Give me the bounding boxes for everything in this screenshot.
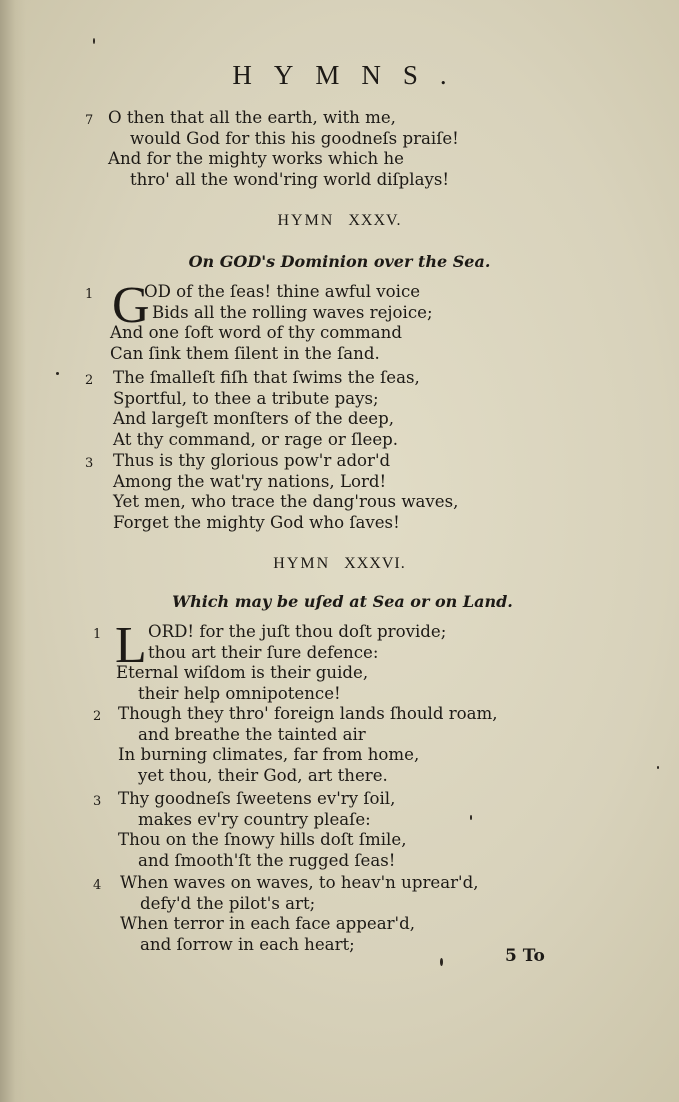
verse-line: thou art their ſure defence: (148, 642, 379, 662)
verse-line: The ſmalleſt fiſh that ſwims the ſeas, (113, 368, 420, 387)
verse-line: their help omnipotence! (138, 683, 341, 703)
ink-speck (470, 815, 472, 820)
hymn-35-verse-3 (85, 451, 459, 533)
verse-line: would God for this his goodneſs praiſe! (130, 128, 459, 148)
verse-line: And one ſoft word of thy command (110, 323, 402, 343)
verse-line: ORD! for the juſt thou doſt provide; (148, 622, 447, 641)
verse-number: 2 (93, 709, 102, 724)
verse-line: and ſmooth'ſt the rugged ſeas! (138, 850, 396, 870)
verse-number: 7 (85, 113, 94, 128)
verse-line: Forget the mighty God who ſaves! (113, 512, 400, 532)
hymn-36-title (0, 555, 679, 573)
hymn-35-subtitle: On GOD's Dominion over the Sea. (188, 252, 491, 271)
verse-line: O then that all the earth, with me, (108, 108, 396, 127)
verse-line: At thy command, or rage or ſleep. (113, 429, 399, 449)
verse-line: Eternal wiſdom is their guide, (116, 663, 369, 683)
verse-number: 2 (85, 373, 94, 388)
hymn-36-subtitle: Which may be uſed at Sea or on Land. (172, 592, 513, 611)
verse-line: thro' all the wond'ring world diſplays! (130, 169, 450, 189)
verse-number: 3 (85, 456, 94, 471)
verse-line: and breathe the tainted air (138, 724, 366, 744)
running-head: HYMNS. (232, 60, 469, 90)
ink-speck (93, 38, 95, 44)
verse-line: OD of the ſeas! thine awful voice (144, 282, 421, 301)
hymn-36-verse-1 (93, 617, 447, 704)
hymn-36-verse-3 (93, 789, 407, 871)
hymn-35-verse-1 (85, 277, 433, 364)
hymn-numeral: XXXVI. (344, 555, 406, 572)
verse-line: Thy goodneſs ſweetens ev'ry ſoil, (118, 789, 396, 808)
ink-speck (440, 958, 443, 966)
catchword: 5 To (505, 946, 545, 966)
verse-line: And for the mighty works which he (108, 149, 404, 169)
verse-number: 1 (85, 287, 94, 302)
verse-line: When waves on waves, to heav'n uprear'd, (120, 873, 479, 892)
ink-speck (56, 372, 59, 375)
verse-line: Bids all the rolling waves rejoice; (152, 302, 433, 322)
verse-line: Yet men, who trace the dang'rous waves, (113, 492, 459, 512)
hymn-heading: HYMN (277, 212, 335, 229)
verse-line: Sportful, to thee a tribute pays; (113, 388, 379, 408)
verse-line: Thou on the ſnowy hills doſt ſmile, (118, 830, 407, 850)
verse-line: When terror in each face appear'd, (120, 914, 415, 934)
verse-line: makes ev'ry country pleaſe: (138, 809, 371, 829)
hymn-36-verse-2 (93, 704, 498, 786)
ink-speck (657, 766, 659, 769)
verse-line: Though they thro' foreign lands ſhould roam, (118, 704, 498, 723)
verse-line: Can ſink them ſilent in the ſand. (110, 343, 380, 363)
verse-7 (85, 108, 459, 190)
drop-cap: L (115, 617, 147, 674)
verse-line: Among the wat'ry nations, Lord! (113, 471, 387, 491)
hymn-35-verse-2 (85, 368, 420, 450)
hymn-numeral: XXXV. (348, 212, 402, 229)
verse-line: And largeſt monſters of the deep, (113, 409, 395, 429)
verse-number: 1 (93, 627, 102, 642)
page-gutter-shadow (0, 0, 26, 1102)
verse-line: defy'd the pilot's art; (140, 893, 316, 913)
verse-number: 4 (93, 878, 102, 893)
drop-cap: G (112, 277, 150, 334)
verse-number: 3 (93, 794, 102, 809)
verse-line: and ſorrow in each heart; (140, 934, 355, 954)
hymn-36-verse-4 (93, 873, 479, 955)
verse-line: In burning climates, far from home, (118, 745, 420, 765)
hymn-35-title (0, 212, 679, 230)
hymn-heading: HYMN (273, 555, 331, 572)
verse-line: yet thou, their God, art there. (138, 765, 388, 785)
verse-line: Thus is thy glorious pow'r ador'd (113, 451, 391, 470)
